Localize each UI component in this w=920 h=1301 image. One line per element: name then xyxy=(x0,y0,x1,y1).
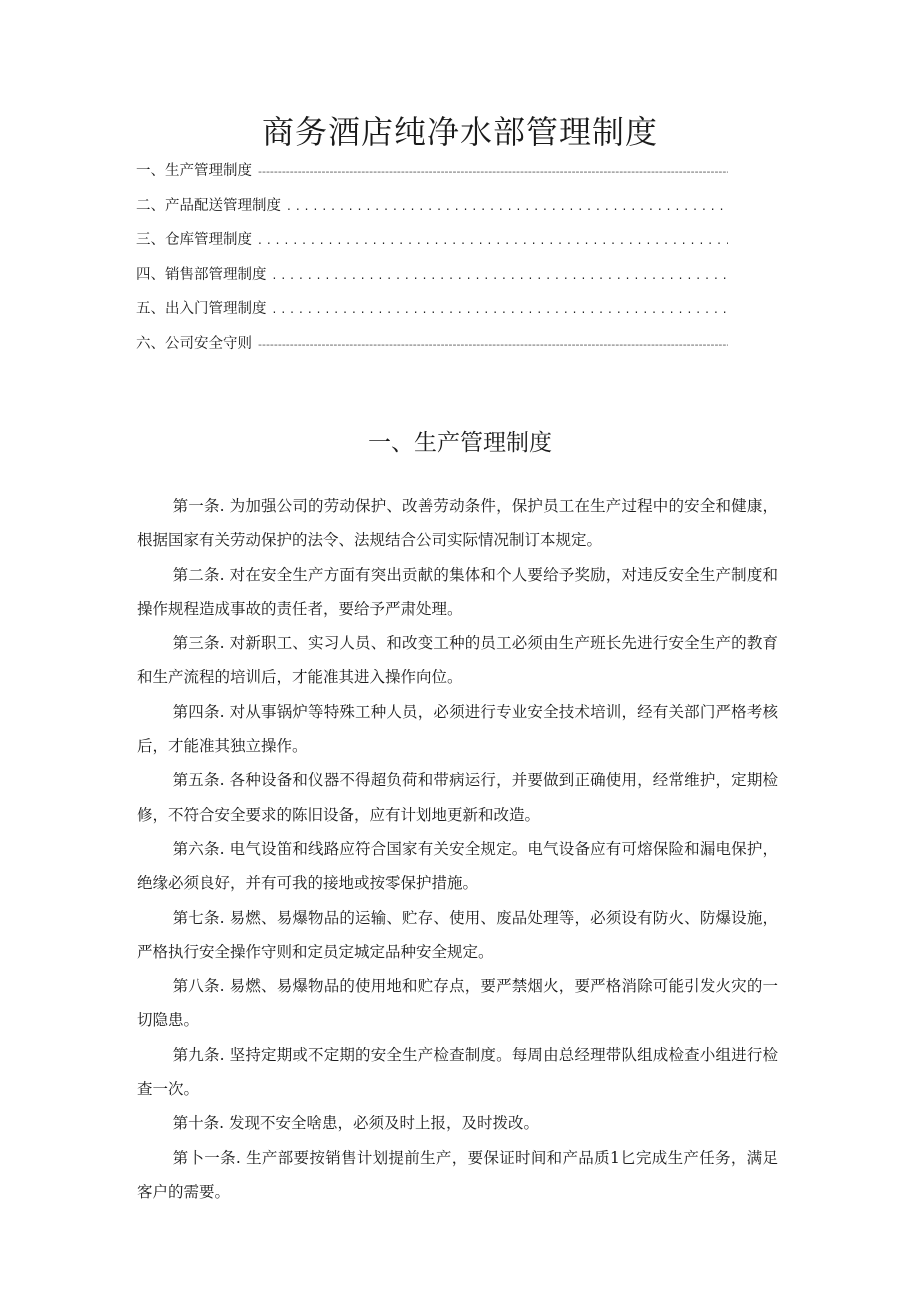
article-1: 第一条. 为加强公司的劳动保护、改善劳动条件，保护员工在生产过程中的安全和健康，根据国家有关劳动保护的法令、法规结合公司实际情况制订本规定。 xyxy=(137,497,778,550)
toc-entry-2 xyxy=(136,194,728,229)
toc-entry-label: 一、生产管理制度 xyxy=(136,163,252,179)
toc-entry-5 xyxy=(136,297,728,332)
toc-entry-label: 三、仓库管理制度 xyxy=(136,232,252,248)
article-11: 第卜一条. 生产部要按销售计划提前生产，要保证时间和产品质1匕完成生产任务，满足客户的需要。 xyxy=(137,1148,778,1201)
article-3: 第三条. 对新职工、实习人员、和改变工种的员工必须由生产班长先进行安全生产的教育和生产流程的培训后，才能准其进入操作向位。 xyxy=(137,634,778,687)
article-10: 第十条. 发现不安全啥患，必须及时上报，及时拨改。 xyxy=(172,1114,539,1133)
toc-entry-label: 五、出入门管理制度 xyxy=(136,301,267,317)
article-list xyxy=(137,489,778,1209)
toc-leader-dots xyxy=(273,267,729,283)
toc-entry-4 xyxy=(136,263,728,298)
toc-entry-3 xyxy=(136,228,728,263)
article-4: 第四条. 对从事锅炉等特殊工种人员，必须进行专业安全技术培训，经有关部门严格考核后，才能准其独立操作。 xyxy=(137,702,778,756)
article-5: 第五条. 各种设备和仪器不得超负荷和带病运行，并要做到正确使用，经常维护，定期检修，不符合安全要求的陈旧设备，应有计划地更新和改造。 xyxy=(137,771,778,824)
toc-leader-dots xyxy=(287,198,728,214)
article-8: 第八条. 易燃、易爆物品的使用地和贮存点，要严禁烟火，要严格消除可能引发火灾的一切隐患。 xyxy=(137,977,778,1030)
section-heading: 一、生产管理制度 xyxy=(368,430,552,456)
toc-entry-label: 四、销售部管理制度 xyxy=(136,266,267,283)
article-7: 第七条. 易燃、易爆物品的运输、贮存、使用、废品处理等，必须设有防火、防爆设施，严格执行安全操作守则和定员定城定品种安全规定。 xyxy=(137,908,778,961)
toc-entry-6 xyxy=(136,332,728,367)
toc-entry-label: 六、公司安全守则 xyxy=(136,335,252,352)
toc-leader-line xyxy=(258,336,728,352)
toc-entry-label: 二、产品配送管理制度 xyxy=(136,197,281,214)
document-title: 商务酒店纯净水部管理制度 xyxy=(261,113,658,151)
article-9: 第九条. 坚持定期或不定期的安全生产检查制度。每周由总经理带队组成检查小组进行检查一次。 xyxy=(137,1045,778,1099)
article-6: 第六条. 电气设笛和线路应符合国家有关安全规定。电气设备应有可熔保险和漏电保护，绝缘必须良好，并有可我的接地或按零保护措施。 xyxy=(137,839,778,893)
article-2: 第二条. 对在安全生产方面有突出贡献的集体和个人要给予奖励，对违反安全生产制度和操作规程造成事故的责任者，要给予严肃处理。 xyxy=(137,565,778,618)
toc-leader-dots xyxy=(273,301,729,317)
table-of-contents xyxy=(136,159,728,366)
toc-entry-1 xyxy=(136,159,728,194)
toc-leader-line xyxy=(258,163,728,179)
toc-leader-dots xyxy=(258,232,728,248)
